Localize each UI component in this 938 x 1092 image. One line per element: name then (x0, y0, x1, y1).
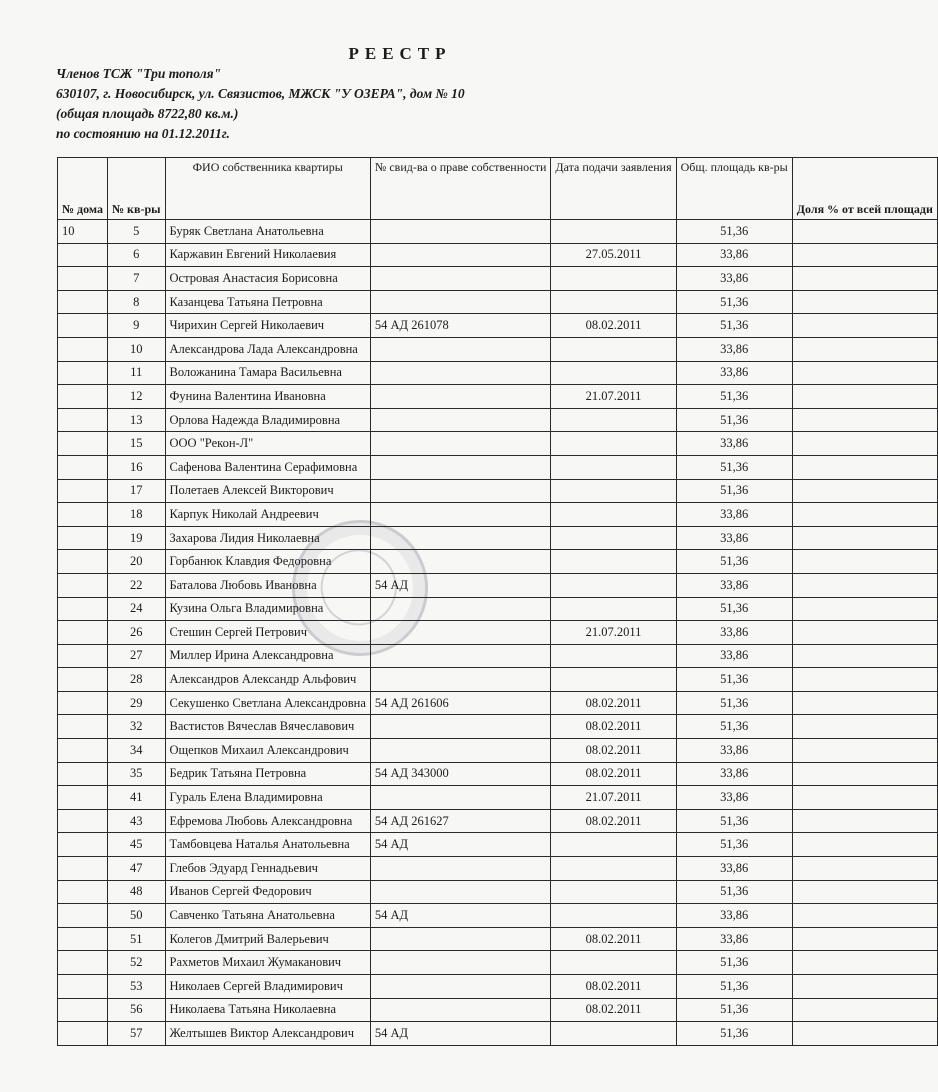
cell-area: 33,86 (676, 526, 792, 550)
cell-owner-name: Полетаев Алексей Викторович (165, 479, 370, 503)
cell-area: 51,36 (676, 550, 792, 574)
cell-apartment: 13 (108, 408, 166, 432)
cell-apartment: 52 (108, 951, 166, 975)
cell-area: 51,36 (676, 809, 792, 833)
cell-application-date (551, 361, 676, 385)
cell-apartment: 27 (108, 644, 166, 668)
registry-table (57, 157, 938, 1046)
cell-apartment: 8 (108, 290, 166, 314)
cell-certificate (370, 479, 551, 503)
cell-apartment: 50 (108, 904, 166, 928)
table-row (58, 385, 938, 409)
cell-house (58, 786, 108, 810)
cell-owner-name: Орлова Надежда Владимировна (165, 408, 370, 432)
table-row (58, 432, 938, 456)
cell-application-date (551, 904, 676, 928)
table-row (58, 526, 938, 550)
cell-certificate (370, 880, 551, 904)
cell-area: 51,36 (676, 314, 792, 338)
table-row (58, 455, 938, 479)
cell-certificate: 54 АД (370, 1022, 551, 1046)
table-row (58, 243, 938, 267)
cell-apartment: 56 (108, 998, 166, 1022)
cell-house (58, 243, 108, 267)
cell-share (792, 644, 937, 668)
cell-owner-name: Ефремова Любовь Александровна (165, 809, 370, 833)
cell-house (58, 904, 108, 928)
table-row (58, 573, 938, 597)
cell-area: 33,86 (676, 857, 792, 881)
cell-house: 10 (58, 220, 108, 244)
table-row (58, 833, 938, 857)
cell-share (792, 786, 937, 810)
cell-owner-name: Захарова Лидия Николаевна (165, 526, 370, 550)
cell-owner-name: Казанцева Татьяна Петровна (165, 290, 370, 314)
cell-house (58, 880, 108, 904)
header-house: № дома (58, 158, 108, 220)
table-row (58, 479, 938, 503)
cell-area: 51,36 (676, 833, 792, 857)
table-row (58, 621, 938, 645)
cell-certificate (370, 550, 551, 574)
cell-apartment: 35 (108, 762, 166, 786)
cell-application-date (551, 220, 676, 244)
cell-share (792, 927, 937, 951)
cell-certificate: 54 АД (370, 833, 551, 857)
cell-owner-name: Александрова Лада Александровна (165, 337, 370, 361)
cell-house (58, 432, 108, 456)
cell-owner-name: Ощепков Михаил Александрович (165, 739, 370, 763)
cell-certificate: 54 АД 261078 (370, 314, 551, 338)
table-row (58, 337, 938, 361)
cell-apartment: 11 (108, 361, 166, 385)
cell-application-date: 08.02.2011 (551, 762, 676, 786)
table-row (58, 951, 938, 975)
cell-application-date (551, 1022, 676, 1046)
cell-apartment: 18 (108, 503, 166, 527)
cell-owner-name: Чирихин Сергей Николаевич (165, 314, 370, 338)
cell-owner-name: Глебов Эдуард Геннадьевич (165, 857, 370, 881)
cell-area: 51,36 (676, 385, 792, 409)
cell-apartment: 48 (108, 880, 166, 904)
cell-apartment: 19 (108, 526, 166, 550)
cell-house (58, 337, 108, 361)
cell-area: 33,86 (676, 573, 792, 597)
cell-apartment: 26 (108, 621, 166, 645)
cell-application-date (551, 597, 676, 621)
cell-certificate: 54 АД (370, 573, 551, 597)
cell-application-date: 08.02.2011 (551, 927, 676, 951)
cell-share (792, 220, 937, 244)
cell-certificate (370, 385, 551, 409)
table-row (58, 739, 938, 763)
cell-owner-name: Баталова Любовь Ивановна (165, 573, 370, 597)
cell-house (58, 361, 108, 385)
cell-owner-name: Воложанина Тамара Васильевна (165, 361, 370, 385)
cell-share (792, 314, 937, 338)
cell-area: 51,36 (676, 975, 792, 999)
cell-share (792, 597, 937, 621)
cell-application-date (551, 526, 676, 550)
cell-certificate: 54 АД 261606 (370, 691, 551, 715)
cell-house (58, 998, 108, 1022)
table-row (58, 314, 938, 338)
header-share: Доля % от всей площади (792, 158, 937, 220)
cell-area: 33,86 (676, 904, 792, 928)
cell-apartment: 28 (108, 668, 166, 692)
cell-owner-name: Каржавин Евгений Николаевия (165, 243, 370, 267)
cell-certificate (370, 526, 551, 550)
cell-area: 33,86 (676, 337, 792, 361)
cell-house (58, 503, 108, 527)
cell-certificate (370, 857, 551, 881)
cell-owner-name: Фунина Валентина Ивановна (165, 385, 370, 409)
cell-share (792, 621, 937, 645)
cell-application-date (551, 479, 676, 503)
cell-apartment: 24 (108, 597, 166, 621)
cell-share (792, 550, 937, 574)
cell-share (792, 573, 937, 597)
cell-apartment: 17 (108, 479, 166, 503)
cell-owner-name: Александров Александр Альфович (165, 668, 370, 692)
table-row (58, 550, 938, 574)
cell-share (792, 479, 937, 503)
cell-share (792, 337, 937, 361)
cell-share (792, 408, 937, 432)
table-row (58, 644, 938, 668)
cell-share (792, 385, 937, 409)
cell-area: 33,86 (676, 243, 792, 267)
header-line-address: 630107, г. Новосибирск, ул. Связистов, МЖСК "У ОЗЕРА", дом № 10 (56, 86, 465, 101)
cell-share (792, 1022, 937, 1046)
cell-application-date: 08.02.2011 (551, 809, 676, 833)
cell-application-date (551, 290, 676, 314)
cell-area: 33,86 (676, 621, 792, 645)
cell-owner-name: Николаев Сергей Владимирович (165, 975, 370, 999)
cell-apartment: 7 (108, 267, 166, 291)
cell-owner-name: Кузина Ольга Владимировна (165, 597, 370, 621)
cell-house (58, 385, 108, 409)
cell-application-date (551, 337, 676, 361)
cell-apartment: 22 (108, 573, 166, 597)
cell-application-date (551, 951, 676, 975)
table-row (58, 904, 938, 928)
header-line-as-of-date: по состоянию на 01.12.2011г. (56, 126, 230, 141)
cell-house (58, 314, 108, 338)
table-row (58, 998, 938, 1022)
cell-certificate (370, 220, 551, 244)
cell-certificate (370, 243, 551, 267)
header-line-total-area: (общая площадь 8722,80 кв.м.) (56, 106, 239, 121)
header-line-organization: Членов ТСЖ "Три тополя" (56, 66, 222, 81)
cell-owner-name: ООО "Рекон-Л" (165, 432, 370, 456)
cell-owner-name: Вастистов Вячеслав Вячеславович (165, 715, 370, 739)
cell-area: 51,36 (676, 479, 792, 503)
cell-apartment: 15 (108, 432, 166, 456)
cell-house (58, 408, 108, 432)
cell-house (58, 597, 108, 621)
cell-application-date: 08.02.2011 (551, 715, 676, 739)
cell-certificate: 54 АД 261627 (370, 809, 551, 833)
cell-area: 51,36 (676, 880, 792, 904)
cell-application-date (551, 267, 676, 291)
table-row (58, 1022, 938, 1046)
cell-area: 51,36 (676, 715, 792, 739)
cell-share (792, 998, 937, 1022)
cell-application-date: 08.02.2011 (551, 314, 676, 338)
table-row (58, 220, 938, 244)
cell-area: 33,86 (676, 503, 792, 527)
cell-house (58, 951, 108, 975)
cell-certificate: 54 АД 343000 (370, 762, 551, 786)
table-row (58, 597, 938, 621)
cell-share (792, 904, 937, 928)
cell-application-date (551, 550, 676, 574)
cell-apartment: 51 (108, 927, 166, 951)
cell-house (58, 455, 108, 479)
cell-owner-name: Бедрик Татьяна Петровна (165, 762, 370, 786)
cell-application-date (551, 408, 676, 432)
cell-house (58, 975, 108, 999)
table-row (58, 857, 938, 881)
table-row (58, 715, 938, 739)
cell-application-date: 21.07.2011 (551, 621, 676, 645)
cell-application-date: 27.05.2011 (551, 243, 676, 267)
cell-application-date (551, 503, 676, 527)
cell-house (58, 1022, 108, 1046)
cell-certificate (370, 361, 551, 385)
cell-area: 51,36 (676, 951, 792, 975)
header-certificate: № свид-ва о праве собственности (370, 158, 551, 220)
cell-certificate (370, 951, 551, 975)
table-row (58, 975, 938, 999)
cell-certificate (370, 739, 551, 763)
cell-share (792, 715, 937, 739)
cell-house (58, 290, 108, 314)
cell-house (58, 573, 108, 597)
cell-house (58, 550, 108, 574)
cell-share (792, 267, 937, 291)
cell-application-date: 21.07.2011 (551, 786, 676, 810)
cell-area: 33,86 (676, 739, 792, 763)
cell-application-date: 21.07.2011 (551, 385, 676, 409)
header-area: Общ. площадь кв-ры (676, 158, 792, 220)
cell-house (58, 833, 108, 857)
cell-owner-name: Секушенко Светлана Александровна (165, 691, 370, 715)
cell-house (58, 691, 108, 715)
cell-share (792, 762, 937, 786)
cell-house (58, 857, 108, 881)
cell-share (792, 668, 937, 692)
cell-house (58, 526, 108, 550)
cell-application-date (551, 833, 676, 857)
cell-owner-name: Миллер Ирина Александровна (165, 644, 370, 668)
cell-owner-name: Савченко Татьяна Анатольевна (165, 904, 370, 928)
cell-area: 51,36 (676, 668, 792, 692)
cell-certificate (370, 290, 551, 314)
cell-share (792, 809, 937, 833)
table-row (58, 503, 938, 527)
cell-apartment: 41 (108, 786, 166, 810)
cell-application-date: 08.02.2011 (551, 998, 676, 1022)
cell-area: 33,86 (676, 786, 792, 810)
cell-share (792, 503, 937, 527)
cell-share (792, 432, 937, 456)
cell-owner-name: Карпук Николай Андреевич (165, 503, 370, 527)
cell-application-date (551, 668, 676, 692)
cell-apartment: 53 (108, 975, 166, 999)
cell-certificate (370, 621, 551, 645)
cell-house (58, 762, 108, 786)
cell-application-date: 08.02.2011 (551, 975, 676, 999)
cell-certificate (370, 503, 551, 527)
cell-area: 51,36 (676, 998, 792, 1022)
cell-apartment: 12 (108, 385, 166, 409)
cell-apartment: 5 (108, 220, 166, 244)
table-row (58, 668, 938, 692)
table-row (58, 786, 938, 810)
cell-house (58, 927, 108, 951)
cell-apartment: 34 (108, 739, 166, 763)
cell-area: 51,36 (676, 455, 792, 479)
table-row (58, 361, 938, 385)
table-row (58, 762, 938, 786)
cell-owner-name: Буряк Светлана Анатольевна (165, 220, 370, 244)
cell-certificate (370, 408, 551, 432)
cell-application-date (551, 573, 676, 597)
cell-house (58, 668, 108, 692)
cell-apartment: 6 (108, 243, 166, 267)
cell-application-date: 08.02.2011 (551, 691, 676, 715)
cell-owner-name: Тамбовцева Наталья Анатольевна (165, 833, 370, 857)
cell-area: 33,86 (676, 432, 792, 456)
cell-certificate (370, 975, 551, 999)
table-row (58, 691, 938, 715)
cell-apartment: 10 (108, 337, 166, 361)
cell-area: 51,36 (676, 597, 792, 621)
cell-certificate (370, 455, 551, 479)
header-application-date: Дата подачи заявления (551, 158, 676, 220)
cell-area: 33,86 (676, 762, 792, 786)
cell-apartment: 20 (108, 550, 166, 574)
cell-area: 33,86 (676, 267, 792, 291)
cell-apartment: 16 (108, 455, 166, 479)
cell-certificate (370, 597, 551, 621)
cell-certificate (370, 668, 551, 692)
cell-area: 51,36 (676, 408, 792, 432)
cell-owner-name: Рахметов Михаил Жумаканович (165, 951, 370, 975)
cell-certificate (370, 267, 551, 291)
cell-area: 33,86 (676, 644, 792, 668)
cell-apartment: 57 (108, 1022, 166, 1046)
cell-application-date (551, 644, 676, 668)
cell-application-date: 08.02.2011 (551, 739, 676, 763)
cell-apartment: 29 (108, 691, 166, 715)
cell-area: 51,36 (676, 290, 792, 314)
cell-apartment: 43 (108, 809, 166, 833)
cell-share (792, 526, 937, 550)
cell-application-date (551, 455, 676, 479)
cell-application-date (551, 432, 676, 456)
cell-share (792, 455, 937, 479)
cell-apartment: 32 (108, 715, 166, 739)
cell-share (792, 833, 937, 857)
cell-owner-name: Иванов Сергей Федорович (165, 880, 370, 904)
cell-house (58, 644, 108, 668)
cell-certificate (370, 786, 551, 810)
cell-certificate: 54 АД (370, 904, 551, 928)
cell-house (58, 267, 108, 291)
cell-owner-name: Гураль Елена Владимировна (165, 786, 370, 810)
cell-certificate (370, 432, 551, 456)
cell-area: 51,36 (676, 1022, 792, 1046)
cell-share (792, 975, 937, 999)
cell-application-date (551, 857, 676, 881)
cell-certificate (370, 644, 551, 668)
cell-owner-name: Стешин Сергей Петрович (165, 621, 370, 645)
cell-share (792, 880, 937, 904)
cell-certificate (370, 337, 551, 361)
cell-area: 33,86 (676, 927, 792, 951)
table-row (58, 880, 938, 904)
table-row (58, 408, 938, 432)
cell-house (58, 479, 108, 503)
cell-owner-name: Горбанюк Клавдия Федоровна (165, 550, 370, 574)
cell-share (792, 361, 937, 385)
cell-share (792, 243, 937, 267)
header-owner-name: ФИО собственника квартиры (165, 158, 370, 220)
cell-certificate (370, 715, 551, 739)
cell-area: 51,36 (676, 220, 792, 244)
cell-house (58, 809, 108, 833)
cell-apartment: 45 (108, 833, 166, 857)
cell-certificate (370, 927, 551, 951)
cell-owner-name: Сафенова Валентина Серафимовна (165, 455, 370, 479)
cell-share (792, 857, 937, 881)
cell-house (58, 739, 108, 763)
cell-share (792, 951, 937, 975)
table-header-row (58, 158, 938, 220)
cell-owner-name: Николаева Татьяна Николаевна (165, 998, 370, 1022)
cell-owner-name: Желтышев Виктор Александрович (165, 1022, 370, 1046)
table-row (58, 267, 938, 291)
table-row (58, 927, 938, 951)
cell-share (792, 739, 937, 763)
table-row (58, 809, 938, 833)
cell-certificate (370, 998, 551, 1022)
cell-owner-name: Островая Анастасия Борисовна (165, 267, 370, 291)
cell-owner-name: Колегов Дмитрий Валерьевич (165, 927, 370, 951)
document-header (56, 64, 756, 144)
cell-apartment: 9 (108, 314, 166, 338)
cell-area: 51,36 (676, 691, 792, 715)
cell-area: 33,86 (676, 361, 792, 385)
table-row (58, 290, 938, 314)
header-apartment: № кв-ры (108, 158, 166, 220)
cell-share (792, 691, 937, 715)
cell-house (58, 715, 108, 739)
cell-share (792, 290, 937, 314)
document-title: РЕЕСТР (348, 44, 452, 63)
cell-apartment: 47 (108, 857, 166, 881)
cell-application-date (551, 880, 676, 904)
cell-house (58, 621, 108, 645)
